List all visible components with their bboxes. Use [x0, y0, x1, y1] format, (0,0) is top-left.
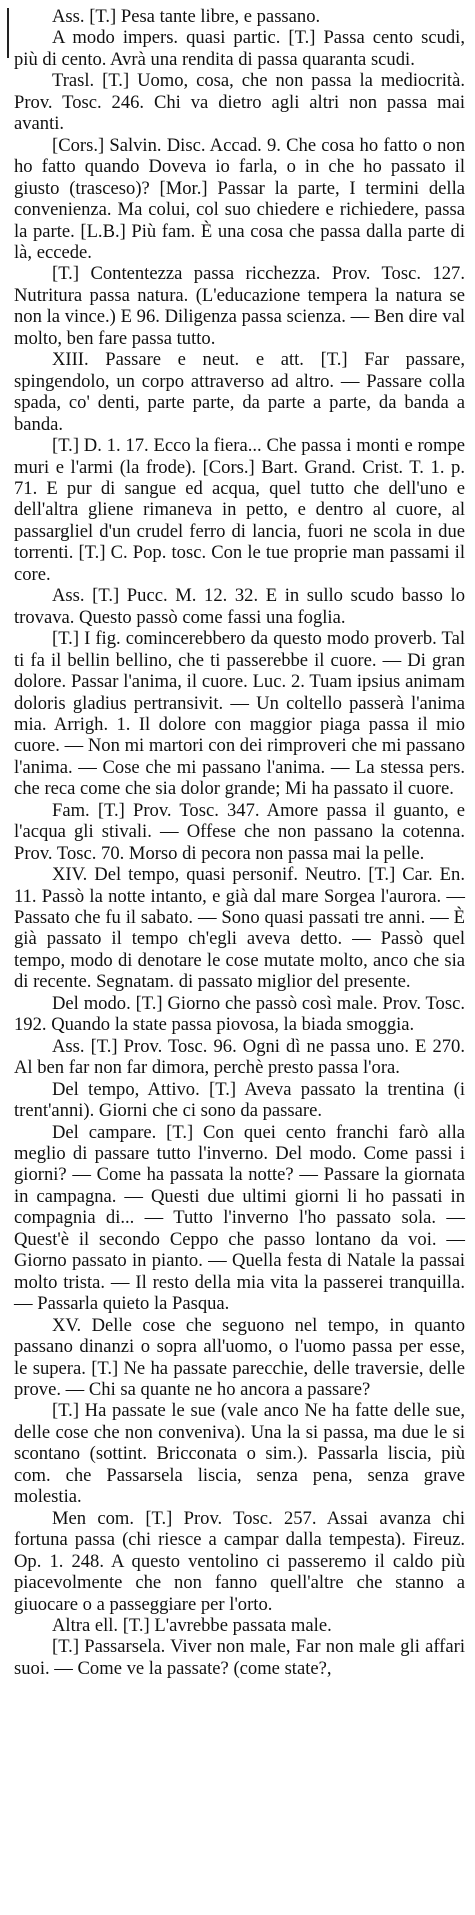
paragraph: Del campare. [T.] Con quei cento franchi farò alla meglio di passare tutto l'inverno. Del modo. Come passi i giorni? — Come ha passata la notte? — Passare la giornata in campagna. — Questi due ultimi giorni li ho passati in compagnia di... — Tutto l'inverno l'ho passato sola. — Quest'è il secondo Ceppo che passo lontano da voi. — Giorno passato in pianto. — Quella festa di Natale la passai molto trista. — Il resto della mia vita la passerei tranquilla. — Passarla quieto la Pasqua. [14, 1121, 465, 1315]
paragraph: [Cors.] Salvin. Disc. Accad. 9. Che cosa ho fatto o non ho fatto quando Doveva io farla, o in che ho passato il giusto (trasceso)? [Mor.] Passar la parte, I termini della convenienza. Ma colui, col suo chiedere e richiedere, passa la parte. [L.B.] Più fam. È una cosa che passa dalla parte di là, eccede. [14, 134, 465, 263]
paragraph: Trasl. [T.] Uomo, cosa, che non passa la mediocrità. Prov. Tosc. 246. Chi va dietro agli altri non passa mai avanti. [14, 70, 465, 135]
paragraph: XV. Delle cose che seguono nel tempo, in quanto passano dinanzi o sopra all'uomo, o l'uomo passa per esse, le supera. [T.] Ne ha passate parecchie, delle traversie, delle prove. — Chi sa quante ne ho ancora a passare? [14, 1314, 465, 1400]
paragraph: [T.] D. 1. 17. Ecco la fiera... Che passa i monti e rompe muri e l'armi (la frode). [Cors.] Bart. Grand. Crist. T. 1. p. 71. E pur di sangue ed acqua, quel tutto che dell'uno e dell'altra gliene rimaneva in petto, e dentro al cuore, al passargliel d'un crudel ferro di lancia, fuori ne scola in due torrenti. [T.] C. Pop. tosc. Con le tue proprie man passami il core. [14, 435, 465, 585]
paragraph: [T.] Contentezza passa ricchezza. Prov. Tosc. 127. Nutritura passa natura. (L'educazione tempera la natura se non la vince.) E 96. Diligenza passa scienza. — Ben dire val molto, ben fare passa tutto. [14, 263, 465, 349]
paragraph: Ass. [T.] Pesa tante libre, e passano. [52, 6, 321, 27]
margin-rule [7, 8, 9, 58]
paragraph: Altra ell. [T.] L'avrebbe passata male. [52, 1614, 332, 1636]
paragraph: A modo impers. quasi partic. [T.] Passa cento scudi, più di cento. Avrà una rendita di passa quaranta scudi. [14, 27, 465, 70]
paragraph: Men com. [T.] Prov. Tosc. 257. Assai avanza chi fortuna passa (chi riesce a campar dalla tempesta). Fireuz. Op. 1. 248. A questo ventolino ci passeremo il caldo più piacevolmente che non fanno quell'altre che stanno a giuocare o a passeggiare per l'orto. [14, 1507, 465, 1615]
paragraph: XIII. Passare e neut. e att. [T.] Far passare, spingendolo, un corpo attraverso ad altro. — Passare colla spada, co' denti, parte parte, da parte a parte, da banda a banda. [14, 349, 465, 435]
paragraph: Del tempo, Attivo. [T.] Aveva passato la trentina (i trent'anni). Giorni che ci sono da passare. [14, 1078, 465, 1122]
paragraph: Ass. [T.] Prov. Tosc. 96. Ogni dì ne passa uno. E 270. Al ben far non far dimora, perchè presto passa l'ora. [14, 1035, 465, 1079]
paragraph: [T.] I fig. comincerebbero da questo modo proverb. Tal ti fa il bellin bellino, che ti passerebbe il cuore. — Di gran dolore. Passar l'anima, il cuore. Luc. 2. Tuam ipsius animam doloris gladius pertransivit. — Un coltello passerà l'anima mia. Arrigh. 1. Il dolore con maggior piaga passa il mio cuore. — Non mi martori con dei rimproveri che mi passano l'anima. — Cose che mi passano l'anima. — La stessa pers. che reca come che sia dolor grande; Mi ha passato il cuore. [14, 628, 465, 800]
paragraph: [T.] Ha passate le sue (vale anco Ne ha fatte delle sue, delle cose che non conveniva). Una la si passa, ma due le si scontano (sottint. Bricconata o sim.). Passarla liscia, più com. che Passarsela liscia, senza pena, senza grave molestia. [14, 1400, 465, 1508]
paragraph: [T.] Passarsela. Viver non male, Far non male gli affari suoi. — Come ve la passate? (come state?, [14, 1636, 465, 1679]
paragraph: XIV. Del tempo, quasi personif. Neutro. [T.] Car. En. 11. Passò la notte intanto, e già dal mare Sorgea l'aurora. — Passato che fu il sabato. — Sono quasi passati tre anni. — È già passato il tempo ch'egli aveva detto. — Passò quel tempo, modo di denotare le cose mutate molto, anco che sia di recente. Segnatam. di passato miglior del presente. [14, 864, 465, 993]
paragraph: Fam. [T.] Prov. Tosc. 347. Amore passa il guanto, e l'acqua gli stivali. — Offese che non passano la cotenna. Prov. Tosc. 70. Morso di pecora non passa mai la pelle. [14, 799, 465, 864]
paragraph: Ass. [T.] Pucc. M. 12. 32. E in sullo scudo basso lo trovava. Questo passò come fassi una foglia. [14, 585, 465, 628]
paragraph: Del modo. [T.] Giorno che passò così male. Prov. Tosc. 192. Quando la state passa piovosa, la biada smoggia. [14, 992, 465, 1036]
